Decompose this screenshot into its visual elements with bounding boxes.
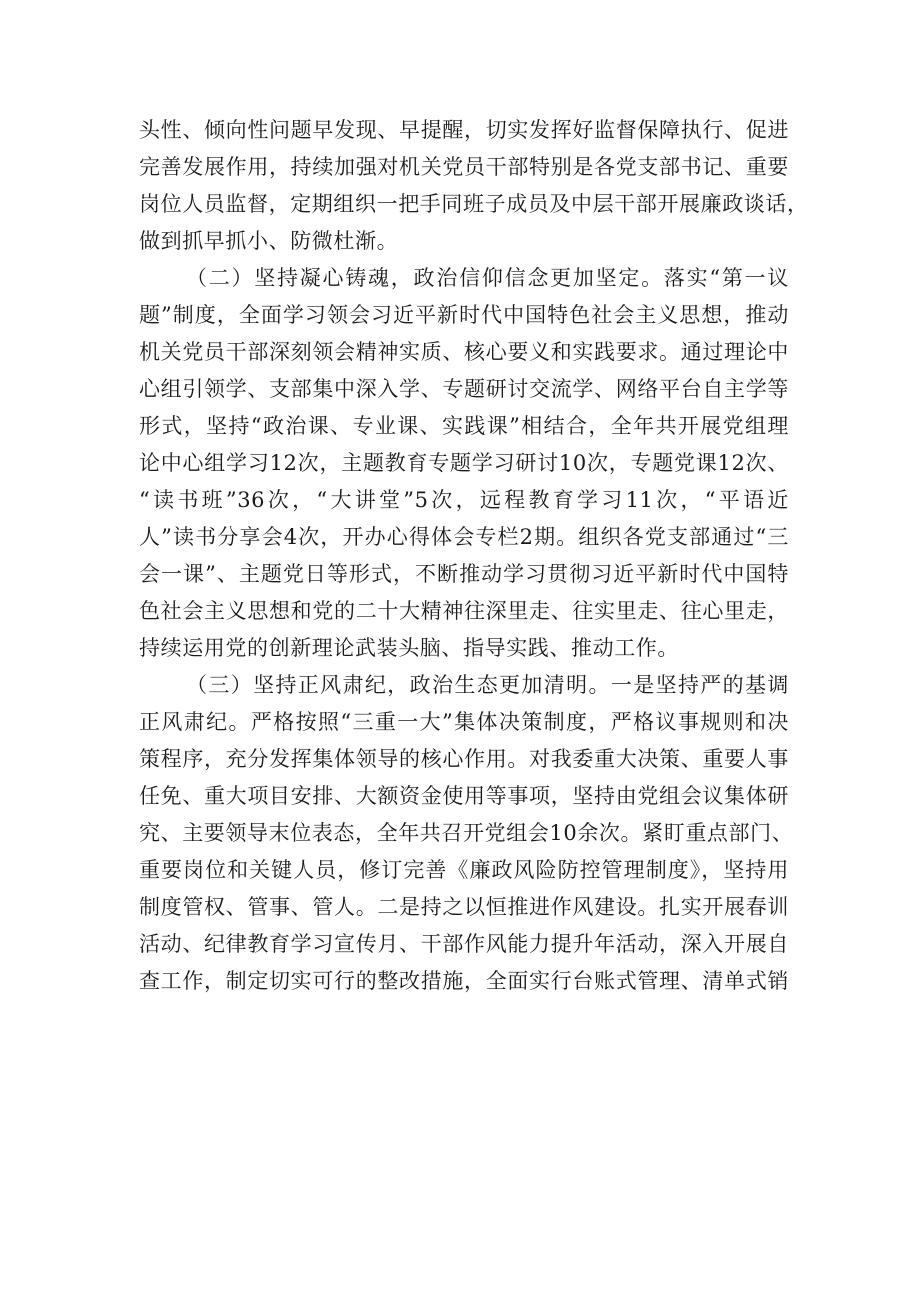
- text-line: 完善发展作用，持续加强对机关党员干部特别是各党支部书记、重要: [139, 155, 789, 179]
- text-line: “读书班”36次，“大讲堂”5次，远程教育学习11次，“平语近: [139, 488, 789, 512]
- text-line: 心组引领学、支部集中深入学、专题研讨交流学、网络平台自主学等: [139, 377, 789, 401]
- text-line: 重要岗位和关键人员，修订完善《廉政风险防控管理制度》，坚持用: [139, 858, 789, 882]
- text-line: 究、主要领导末位表态，全年共召开党组会10余次。紧盯重点部门、: [139, 821, 794, 845]
- paragraph-1: [139, 112, 809, 260]
- text-line: （二）坚持凝心铸魂，政治信仰信念更加坚定。落实“第一议: [186, 266, 789, 290]
- text-line: 持续运用党的创新理论武装头脑、指导实践、推动工作。: [139, 636, 679, 660]
- text-line: 论中心组学习12次，主题教育专题学习研讨10次，专题党课12次、: [139, 451, 789, 475]
- text-line: 形式，坚持“政治课、专业课、实践课”相结合，全年共开展党组理: [139, 414, 789, 438]
- text-line: 活动、纪律教育学习宣传月、干部作风能力提升年活动，深入开展自: [139, 932, 789, 956]
- text-line: 会一课”、主题党日等形式，不断推动学习贯彻习近平新时代中国特: [139, 562, 789, 586]
- text-line: 岗位人员监督，定期组织一把手同班子成员及中层干部开展廉政谈话，: [139, 192, 809, 216]
- paragraph-2: [139, 260, 789, 667]
- paragraph-3: [139, 667, 794, 1000]
- text-line: 人”读书分享会4次，开办心得体会专栏2期。组织各党支部通过“三: [139, 525, 789, 549]
- text-line: 题”制度，全面学习领会习近平新时代中国特色社会主义思想，推动: [139, 303, 789, 327]
- text-line: 查工作，制定切实可行的整改措施，全面实行台账式管理、清单式销: [139, 969, 789, 993]
- text-line: 做到抓早抓小、防微杜渐。: [139, 229, 399, 253]
- text-line: 机关党员干部深刻领会精神实质、核心要义和实践要求。通过理论中: [139, 340, 789, 364]
- text-line: （三）坚持正风肃纪，政治生态更加清明。一是坚持严的基调: [186, 673, 789, 697]
- text-line: 头性、倾向性问题早发现、早提醒，切实发挥好监督保障执行、促进: [139, 118, 789, 142]
- document-body: [139, 112, 809, 1000]
- text-line: 正风肃纪。严格按照“三重一大”集体决策制度，严格议事规则和决: [139, 710, 789, 734]
- text-line: 制度管权、管事、管人。二是持之以恒推进作风建设。扎实开展春训: [139, 895, 789, 919]
- text-line: 色社会主义思想和党的二十大精神往深里走、往实里走、往心里走，: [139, 599, 789, 623]
- text-line: 任免、重大项目安排、大额资金使用等事项，坚持由党组会议集体研: [139, 784, 789, 808]
- text-line: 策程序，充分发挥集体领导的核心作用。对我委重大决策、重要人事: [139, 747, 789, 771]
